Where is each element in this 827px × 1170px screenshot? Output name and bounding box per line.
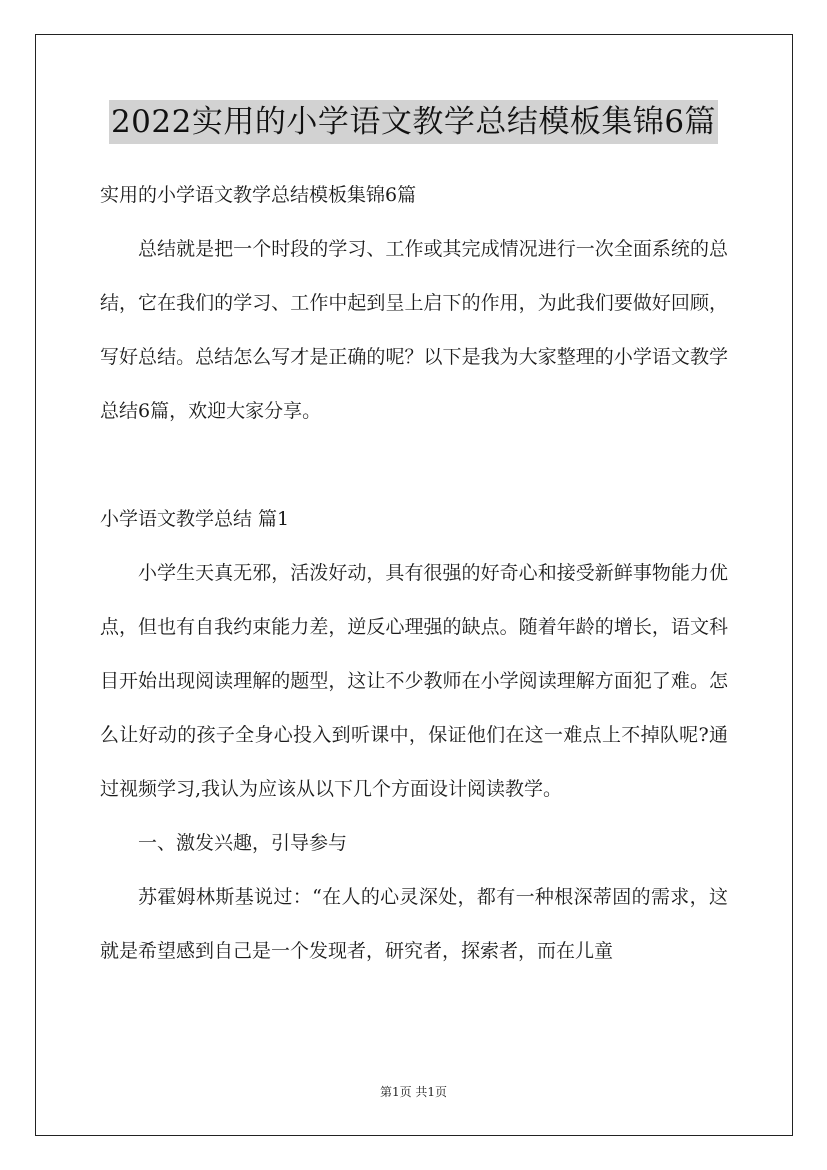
point-heading: 一、激发兴趣，引导参与 [138,832,348,854]
section-paragraph: 小学生天真无邪，活泼好动，具有很强的好奇心和接受新鲜事物能力优点，但也有自我约束能力差，逆反心理强的缺点。随着年龄的增长，语文科目开始出现阅读理解的题型，这让不少教师在小学阅读理解方面犯了难。怎么让好动的孩子全身心投入到听课中，保证他们在这一难点上不掉队呢?通过视频学习,我认为应该从以下几个方面设计阅读教学。 [100,562,728,800]
title-container [0,100,827,144]
document-title: 2022实用的小学语文教学总结模板集锦6篇 [109,100,718,144]
section-heading: 小学语文教学总结 篇1 [100,508,290,530]
document-subtitle: 实用的小学语文教学总结模板集锦6篇 [100,184,417,206]
section-spacer [100,438,728,492]
document-body [100,168,728,978]
intro-paragraph: 总结就是把一个时段的学习、工作或其完成情况进行一次全面系统的总结，它在我们的学习、工作中起到呈上启下的作用，为此我们要做好回顾，写好总结。总结怎么写才是正确的呢？以下是我为大家整理的小学语文教学总结6篇，欢迎大家分享。 [100,238,728,422]
page-footer: 第1页 共1页 [379,1085,448,1099]
point-paragraph: 苏霍姆林斯基说过：“在人的心灵深处，都有一种根深蒂固的需求，这就是希望感到自己是一个发现者，研究者，探索者，而在儿童 [100,886,728,962]
